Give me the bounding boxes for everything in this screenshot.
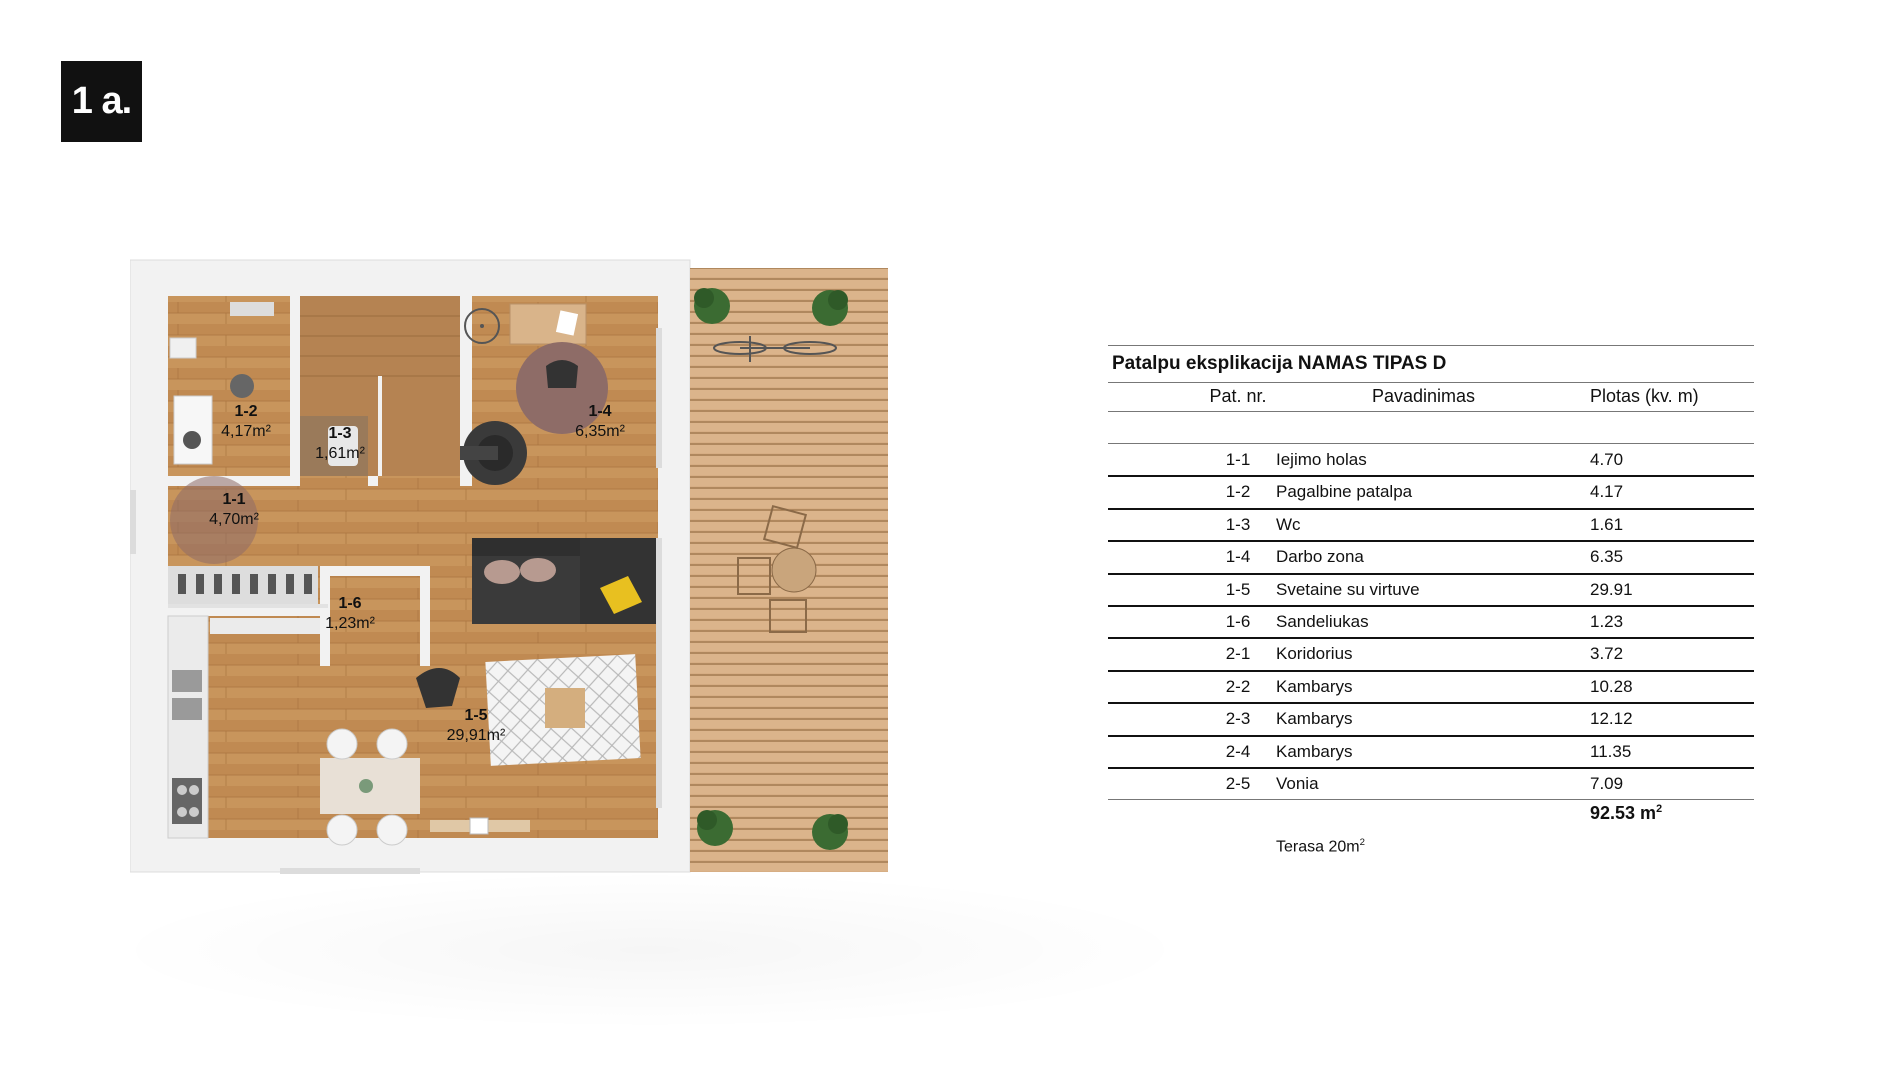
table-row [1108,638,1754,670]
cell-area: 4.70 [1590,450,1624,469]
table-row [1108,736,1754,768]
header-name: Pavadinimas [1372,386,1476,406]
room-label-1-2-id: 1-2 [234,403,258,420]
table-row [1108,541,1754,573]
cell-name: Kambarys [1276,676,1353,696]
table-row [1108,476,1754,508]
room-label-1-1-area: 4,70m² [209,511,259,528]
washing-machine [174,396,212,464]
cell-name: Darbo zona [1276,547,1364,567]
floor-plan [130,258,890,878]
cell-name: Sandeliukas [1276,612,1369,631]
table-row [1108,606,1754,638]
cell-nr: 1-5 [1225,579,1251,599]
cell-nr: 1-6 [1225,612,1251,631]
room-label-1-5-id: 1-5 [464,707,488,724]
cell-nr: 2-5 [1225,774,1251,793]
header-nr: Pat. nr. [1209,386,1267,406]
cell-nr: 1-2 [1225,482,1251,502]
table-row [1108,444,1754,476]
cell-area: 1.23 [1590,612,1624,631]
shoe-rack [168,566,318,604]
stool [230,374,254,398]
sofa [472,538,658,624]
cell-nr: 1-3 [1225,514,1251,534]
cell-name: Kambarys [1276,741,1353,761]
cell-area: 7.09 [1590,774,1624,793]
total-area: 92.53 $m^2$ [1590,803,1663,823]
room-label-1-3-area: 1,61m² [315,445,365,462]
cell-area: 4.17 [1590,482,1624,502]
cell-name: Svetaine su virtuve [1276,579,1420,599]
table-row [1108,509,1754,541]
room-label-1-1-id: 1-1 [222,491,246,508]
cell-area: 1.61 [1590,514,1624,534]
cell-area: 12.12 [1590,709,1633,729]
cell-area: 6.35 [1590,547,1624,567]
cell-area: 10.28 [1590,676,1633,696]
cell-nr: 1-1 [1225,450,1251,469]
cell-name: Vonia [1276,774,1319,793]
header-area: Plotas (kv. m) [1590,386,1699,406]
table-row [1108,768,1754,800]
cell-nr: 2-3 [1225,709,1251,729]
cell-area: 29.91 [1590,579,1633,599]
coffee-table [545,688,585,728]
table-row [1108,574,1754,606]
cell-nr: 2-1 [1225,644,1251,664]
room-label-1-5-area: 29,91m² [446,727,506,744]
cell-name: Iejimo holas [1276,450,1367,469]
table-row [1108,671,1754,703]
cell-name: Pagalbine patalpa [1276,482,1413,502]
cell-name: Wc [1276,514,1301,534]
room-label-1-3-id: 1-3 [328,425,352,442]
page-number-badge: 1 a. [61,61,142,142]
room-label-1-6-area: 1,23m² [325,615,375,632]
cell-name: Kambarys [1276,709,1353,729]
room-label-1-6-id: 1-6 [338,595,362,612]
cell-nr: 1-4 [1225,547,1251,567]
cell-area: 3.72 [1590,644,1624,664]
cell-nr: 2-2 [1225,676,1251,696]
room-label-1-4-id: 1-4 [588,403,612,420]
cell-name: Koridorius [1276,644,1353,664]
cell-area: 11.35 [1590,741,1632,761]
room-label-1-2-area: 4,17m² [221,423,271,440]
table-row [1108,703,1754,735]
room-label-1-4-area: 6,35m² [575,423,625,440]
cell-nr: 2-4 [1225,741,1251,761]
plan-shadow [100,870,1200,1030]
table-title: Patalpu eksplikacija NAMAS TIPAS D [1112,353,1447,374]
terrace-area: Terasa $20m^2$ [1276,837,1365,856]
